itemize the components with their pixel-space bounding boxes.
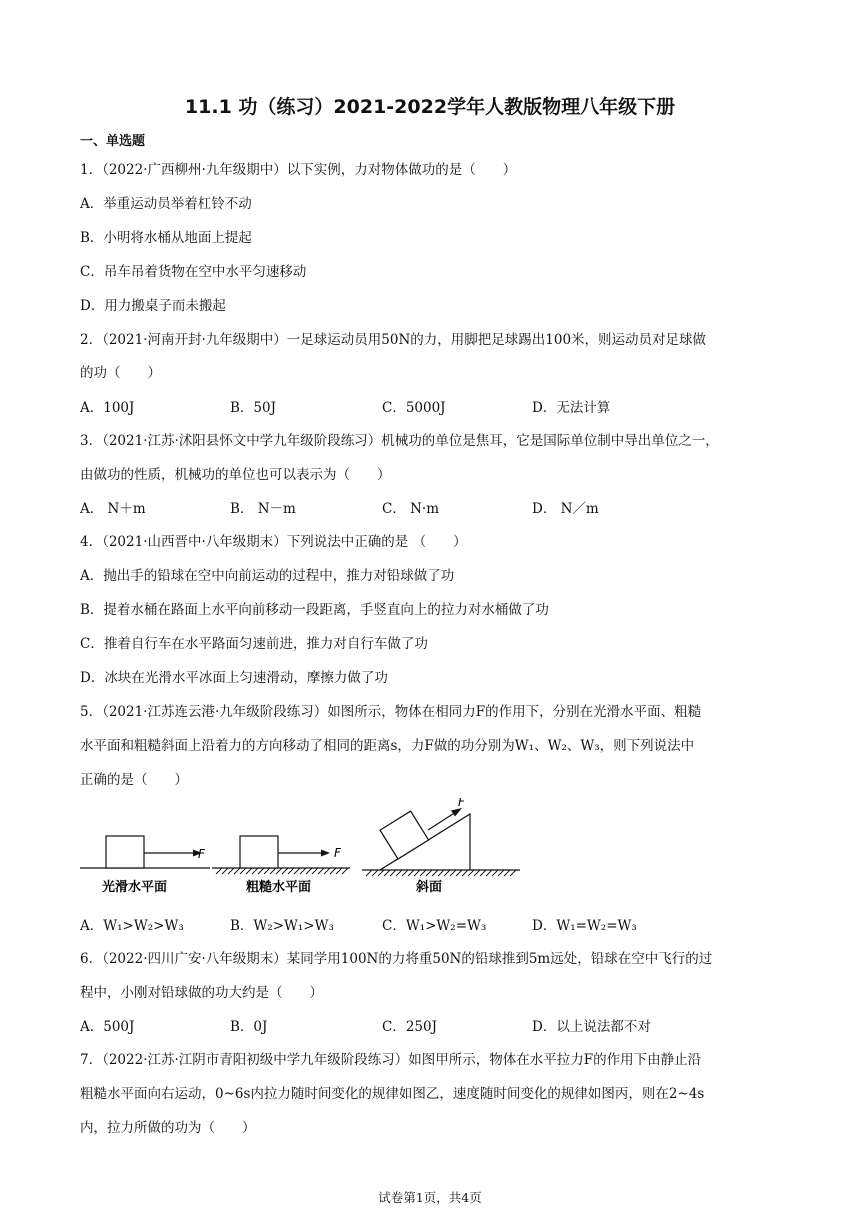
question-7-stem-line1: 7．（2022·江苏·江阴市青阳初级中学九年级阶段练习）如图甲所示，物体在水平拉力F的作用下由静止沿 [80,1052,702,1068]
question-5-option-c: C．W₁>W₂=W₃ [382,918,487,934]
question-1-stem: 1．（2022·广西柳州·九年级期中）以下实例，力对物体做功的是（ ） [80,162,517,178]
question-6-stem-line1: 6．（2022·四川广安·八年级期末）某同学用100N的力将重50N的铅球推到5m远处，铅球在空中飞行的过 [80,951,713,967]
question-1-option-b: B．小明将水桶从地面上提起 [80,230,252,246]
question-5-stem-line1: 5．（2021·江苏连云港·九年级阶段练习）如图所示，物体在相同力F的作用下，分别在光滑水平面、粗糙 [80,704,702,720]
figure-label-smooth: 光滑水平面 [102,880,168,895]
figure-label-incline: 斜面 [416,880,443,895]
figure-label-rough: 粗糙水平面 [246,880,312,895]
rough-surface-diagram [212,836,350,895]
question-6-option-a: A．500J [80,1019,135,1035]
question-2-stem-line1: 2．（2021·河南开封·九年级期中）一足球运动员用50N的力，用脚把足球踢出100米，则运动员对足球做 [80,332,707,348]
question-2-option-c: C．5000J [382,400,446,416]
question-5-stem-line2: 水平面和粗糙斜面上沿着力的方向移动了相同的距离s，力F做的功分别为W₁、W₂、W₃，则下列说法中 [80,738,695,754]
question-3-option-b: B． N－m [230,501,296,517]
question-6-stem-line2: 程中，小刚对铅球做的功大约是（ ） [80,985,323,1001]
incline-diagram [362,798,520,895]
force-label: F [198,847,205,861]
question-4-option-c: C．推着自行车在水平路面匀速前进，推力对自行车做了功 [80,636,428,652]
question-1-option-d: D．用力搬桌子而未搬起 [80,298,226,314]
question-3-stem-line2: 由做功的性质，机械功的单位也可以表示为（ ） [80,467,391,483]
force-arrow [451,808,462,817]
section-heading: 一、单选题 [80,134,146,149]
block [240,836,278,868]
page-title: 11.1 功（练习）2021-2022学年人教版物理八年级下册 [184,96,676,118]
question-4-stem: 4．（2021·山西晋中·八年级期末）下列说法中正确的是 （ ） [80,534,467,550]
question-2-stem-line2: 的功（ ） [80,365,161,381]
force-arrow [321,850,330,857]
question-2-option-a: A．100J [80,400,135,416]
question-6-option-b: B．0J [230,1019,268,1035]
smooth-surface-diagram [80,836,210,895]
question-3-option-a: A． N＋m [80,501,146,517]
question-3-stem-line1: 3．（2021·江苏·沭阳县怀文中学九年级阶段练习）机械功的单位是焦耳，它是国际单位制中导出单位之一， [80,433,719,449]
question-7-stem-line3: 内，拉力所做的功为（ ） [80,1120,256,1136]
question-4-option-a: A．抛出手的铅球在空中向前运动的过程中，推力对铅球做了功 [80,568,455,584]
question-4-option-b: B．提着水桶在路面上水平向前移动一段距离，手竖直向上的拉力对水桶做了功 [80,602,549,618]
force-label: F [458,798,465,809]
question-3-option-d: D． N／m [532,501,599,517]
question-5-figure [80,798,530,902]
block [106,836,144,868]
question-5-option-b: B．W₂>W₁>W₃ [230,918,334,934]
page-footer: 试卷第1页，共4页 [378,1190,482,1205]
question-4-option-d: D．冰块在光滑水平冰面上匀速滑动，摩擦力做了功 [80,670,388,686]
question-7-stem-line2: 粗糙水平面向右运动，0~6s内拉力随时间变化的规律如图乙，速度随时间变化的规律如图丙，则在2~4s [80,1086,705,1102]
force-label: F [334,846,341,860]
question-5-option-d: D．W₁=W₂=W₃ [532,918,637,934]
question-1-option-a: A．举重运动员举着杠铃不动 [80,196,252,212]
block [380,811,429,859]
question-2-option-d: D．无法计算 [532,400,611,416]
question-1-option-c: C．吊车吊着货物在空中水平匀速移动 [80,264,307,280]
question-5-stem-line3: 正确的是（ ） [80,772,188,788]
question-6-option-d: D．以上说法都不对 [532,1019,651,1035]
question-2-option-b: B．50J [230,400,277,416]
question-6-option-c: C．250J [382,1019,438,1035]
question-5-option-a: A．W₁>W₂>W₃ [80,918,184,934]
question-3-option-c: C． N·m [382,501,440,517]
